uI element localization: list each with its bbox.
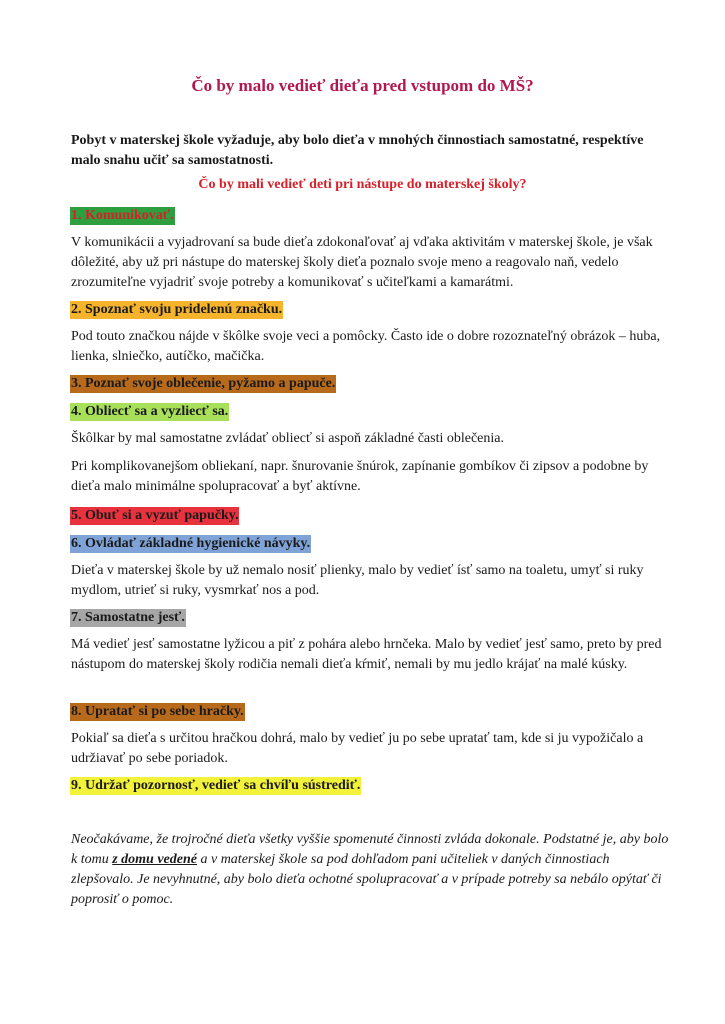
section-paragraph-7: Má vedieť jesť samostatne lyžicou a piť z pohára alebo hrnčeka. Malo by vedieť jesť samo, preto by pred nástupom do materskej školy rodičia nemali dieťa kŕmiť, nemali by mu jedlo krájať na malé kúsky.: [71, 637, 662, 672]
section-heading-8: 8. Upratať si po sebe hračky.: [71, 704, 244, 719]
closing-text-end: a v materskej škole sa pod dohľadom pani učiteliek v daných činnostiach zlepšovalo. Je nevyhnutné, aby bolo dieťa ochotné spolupracovať a v prípade potreby sa nebálo opýtať či poprosiť o pomoc.: [71, 852, 662, 907]
section-heading-2: 2. Spoznať svoju pridelenú značku.: [71, 302, 283, 317]
closing-text-start: Neočakávame, že trojročné dieťa všetky vyššie spomenuté činnosti zvláda dokonale. Podstatné je, aby bolo k tomu: [71, 832, 669, 867]
section-paragraph-4b: Pri komplikovanejšom obliekaní, napr. šnurovanie šnúrok, zapínanie gombíkov či zipsov a podobne by dieťa malo minimálne spolupracovať a byť aktívne.: [71, 459, 649, 494]
section-paragraph-2: Pod touto značkou nájde v škôlke svoje veci a pomôcky. Často ide o dobre rozoznateľný obrázok – huba, lienka, slniečko, autíčko, mačička.: [71, 329, 661, 364]
intro-paragraph: Pobyt v materskej škole vyžaduje, aby bolo dieťa v mnohých činnostiach samostatné, respektíve malo snahu učiť sa samostatnosti.: [71, 133, 644, 168]
section-heading-1: 1. Komunikovať.: [71, 208, 174, 223]
section-heading-5: 5. Obuť si a vyzuť papučky.: [71, 508, 239, 523]
section-heading-9: 9. Udržať pozornosť, vedieť sa chvíľu sústrediť.: [71, 778, 361, 793]
section-heading-4: 4. Obliecť sa a vyzliecť sa.: [71, 404, 229, 419]
section-heading-6: 6. Ovládať základné hygienické návyky.: [71, 536, 311, 551]
section-subtitle: Čo by mali vedieť deti pri nástupe do materskej školy?: [198, 177, 527, 192]
closing-emphasis: z domu vedené: [112, 852, 197, 867]
page-title: Čo by malo vedieť dieťa pred vstupom do MŠ?: [191, 76, 534, 95]
section-paragraph-4a: Škôlkar by mal samostatne zvládať obliecť si aspoň základné časti oblečenia.: [71, 431, 504, 446]
section-paragraph-8: Pokiaľ sa dieťa s určitou hračkou dohrá, malo by vedieť ju po sebe upratať tam, kde si ju vypožičalo a udržiavať po sebe poriadok.: [71, 731, 644, 766]
closing-paragraph: [71, 830, 671, 910]
section-heading-3: 3. Poznať svoje oblečenie, pyžamo a papuče.: [71, 376, 336, 391]
section-paragraph-1: V komunikácii a vyjadrovaní sa bude dieťa zdokonaľovať aj vďaka aktivitám v materskej škole, je však dôležité, aby už pri nástupe do materskej školy dieťa poznalo svoje meno a reagovalo naň, vedelo zrozumiteľne vyjadriť svoje potreby a komunikovať s učiteľkami a kamarátmi.: [71, 235, 653, 290]
section-heading-7: 7. Samostatne jesť.: [71, 610, 185, 625]
section-paragraph-6: Dieťa v materskej škole by už nemalo nosiť plienky, malo by vedieť ísť samo na toaletu, umyť si ruky mydlom, utrieť si ruky, vysmrkať nos a pod.: [71, 563, 644, 598]
